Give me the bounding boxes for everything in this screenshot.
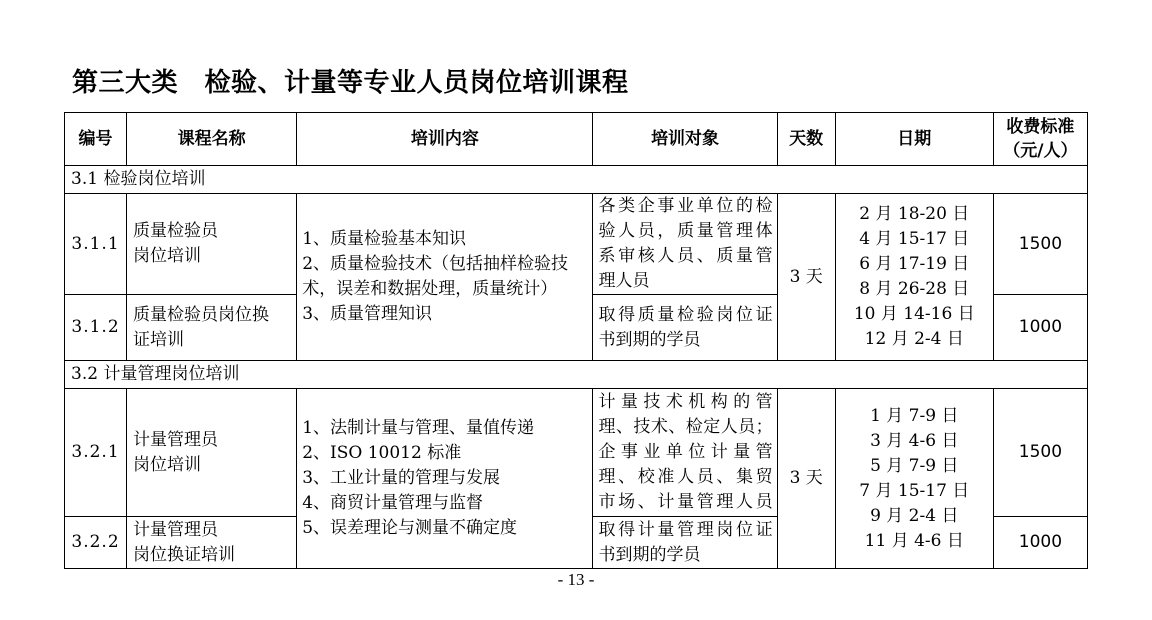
date-line: 11 月 4-6 日 xyxy=(864,530,964,551)
course-target xyxy=(593,517,777,569)
target-line: 书到期的学员 xyxy=(598,329,701,350)
date-line: 4 月 15-17 日 xyxy=(859,229,970,249)
date-line: 3 月 4-6 日 xyxy=(870,430,959,451)
target-line: 计量技术机构的管 xyxy=(598,392,773,412)
date-line: 1 月 7-9 日 xyxy=(870,405,959,426)
page-title: 第三大类 检验、计量等专业人员岗位培训课程 xyxy=(72,68,629,98)
date-line: 10 月 14-16 日 xyxy=(853,304,975,324)
course-name xyxy=(127,295,297,361)
target-line: 市场、计量管理人员 xyxy=(598,492,773,512)
course-name-line: 质量检验员岗位换 xyxy=(133,304,270,325)
section-title: 3.1 检验岗位培训 xyxy=(65,166,1088,194)
course-fee: 1500 xyxy=(993,389,1087,517)
target-line: 理、校准人员、集贸 xyxy=(598,467,773,487)
table-row xyxy=(65,194,1088,295)
target-line: 企事业单位计量管 xyxy=(598,442,773,462)
course-days: 3 天 xyxy=(777,389,835,569)
course-code: 3.1.2 xyxy=(65,295,127,361)
target-line: 取得质量检验岗位证 xyxy=(598,304,773,325)
content-line: 2、质量检验技术（包括抽样检验技 xyxy=(302,254,569,274)
header-target: 培训对象 xyxy=(593,113,777,166)
course-name-line: 计量管理员 xyxy=(133,519,219,540)
course-name-line: 岗位培训 xyxy=(133,246,202,266)
course-code: 3.2.2 xyxy=(65,517,127,569)
content-line: 5、误差理论与测量不确定度 xyxy=(302,518,518,538)
course-name xyxy=(127,517,297,569)
target-line: 验人员，质量管理体 xyxy=(598,221,773,241)
course-fee: 1000 xyxy=(993,517,1087,569)
header-days: 天数 xyxy=(777,113,835,166)
header-code: 编号 xyxy=(65,113,127,166)
date-line: 12 月 2-4 日 xyxy=(864,329,964,349)
header-dates: 日期 xyxy=(835,113,993,166)
course-name-line: 岗位培训 xyxy=(133,454,202,475)
header-content: 培训内容 xyxy=(297,113,593,166)
content-line: 3、工业计量的管理与发展 xyxy=(302,468,501,488)
target-line: 系审核人员、质量管 xyxy=(598,246,773,266)
course-name-line: 质量检验员 xyxy=(133,221,219,241)
course-name-line: 证培训 xyxy=(133,329,185,350)
header-fee-line2: （元/人） xyxy=(1003,141,1078,161)
course-name xyxy=(127,389,297,517)
content-line: 4、商贸计量管理与监督 xyxy=(302,493,484,513)
section-row xyxy=(65,361,1088,389)
course-name-line: 计量管理员 xyxy=(133,429,219,450)
course-days: 3 天 xyxy=(777,194,835,361)
content-line: 3、质量管理知识 xyxy=(302,304,433,324)
date-line: 9 月 2-4 日 xyxy=(870,505,959,526)
date-line: 8 月 26-28 日 xyxy=(859,279,970,299)
target-line: 理人员 xyxy=(598,271,650,291)
course-target xyxy=(593,389,777,517)
section-row xyxy=(65,166,1088,194)
course-code: 3.2.1 xyxy=(65,389,127,517)
course-name xyxy=(127,194,297,295)
course-target xyxy=(593,194,777,295)
target-line: 各类企事业单位的检 xyxy=(598,196,773,216)
course-fee: 1500 xyxy=(993,194,1087,295)
page-number: - 13 - xyxy=(557,570,595,589)
target-line: 书到期的学员 xyxy=(598,544,701,565)
course-code: 3.1.1 xyxy=(65,194,127,295)
table-header-row xyxy=(65,113,1088,166)
content-line: 1、质量检验基本知识 xyxy=(302,229,467,249)
target-line: 取得计量管理岗位证 xyxy=(598,519,773,540)
date-line: 7 月 15-17 日 xyxy=(859,480,970,501)
content-line: 2、ISO 10012 标准 xyxy=(302,443,462,463)
target-line: 理、技术、检定人员； xyxy=(598,417,773,437)
date-line: 2 月 18-20 日 xyxy=(859,204,970,224)
course-dates xyxy=(835,389,993,569)
course-fee: 1000 xyxy=(993,295,1087,361)
date-line: 5 月 7-9 日 xyxy=(870,455,959,476)
course-content xyxy=(297,389,593,569)
section-title: 3.2 计量管理岗位培训 xyxy=(65,361,1088,389)
header-fee xyxy=(993,113,1087,166)
course-dates xyxy=(835,194,993,361)
header-name: 课程名称 xyxy=(127,113,297,166)
content-line: 术，误差和数据处理，质量统计） xyxy=(302,279,558,299)
course-target xyxy=(593,295,777,361)
table-row xyxy=(65,389,1088,517)
date-line: 6 月 17-19 日 xyxy=(859,254,970,274)
course-table xyxy=(64,112,1088,569)
course-name-line: 岗位换证培训 xyxy=(133,544,236,565)
header-fee-line1: 收费标准 xyxy=(1006,117,1075,137)
course-content xyxy=(297,194,593,361)
content-line: 1、法制计量与管理、量值传递 xyxy=(302,418,535,438)
